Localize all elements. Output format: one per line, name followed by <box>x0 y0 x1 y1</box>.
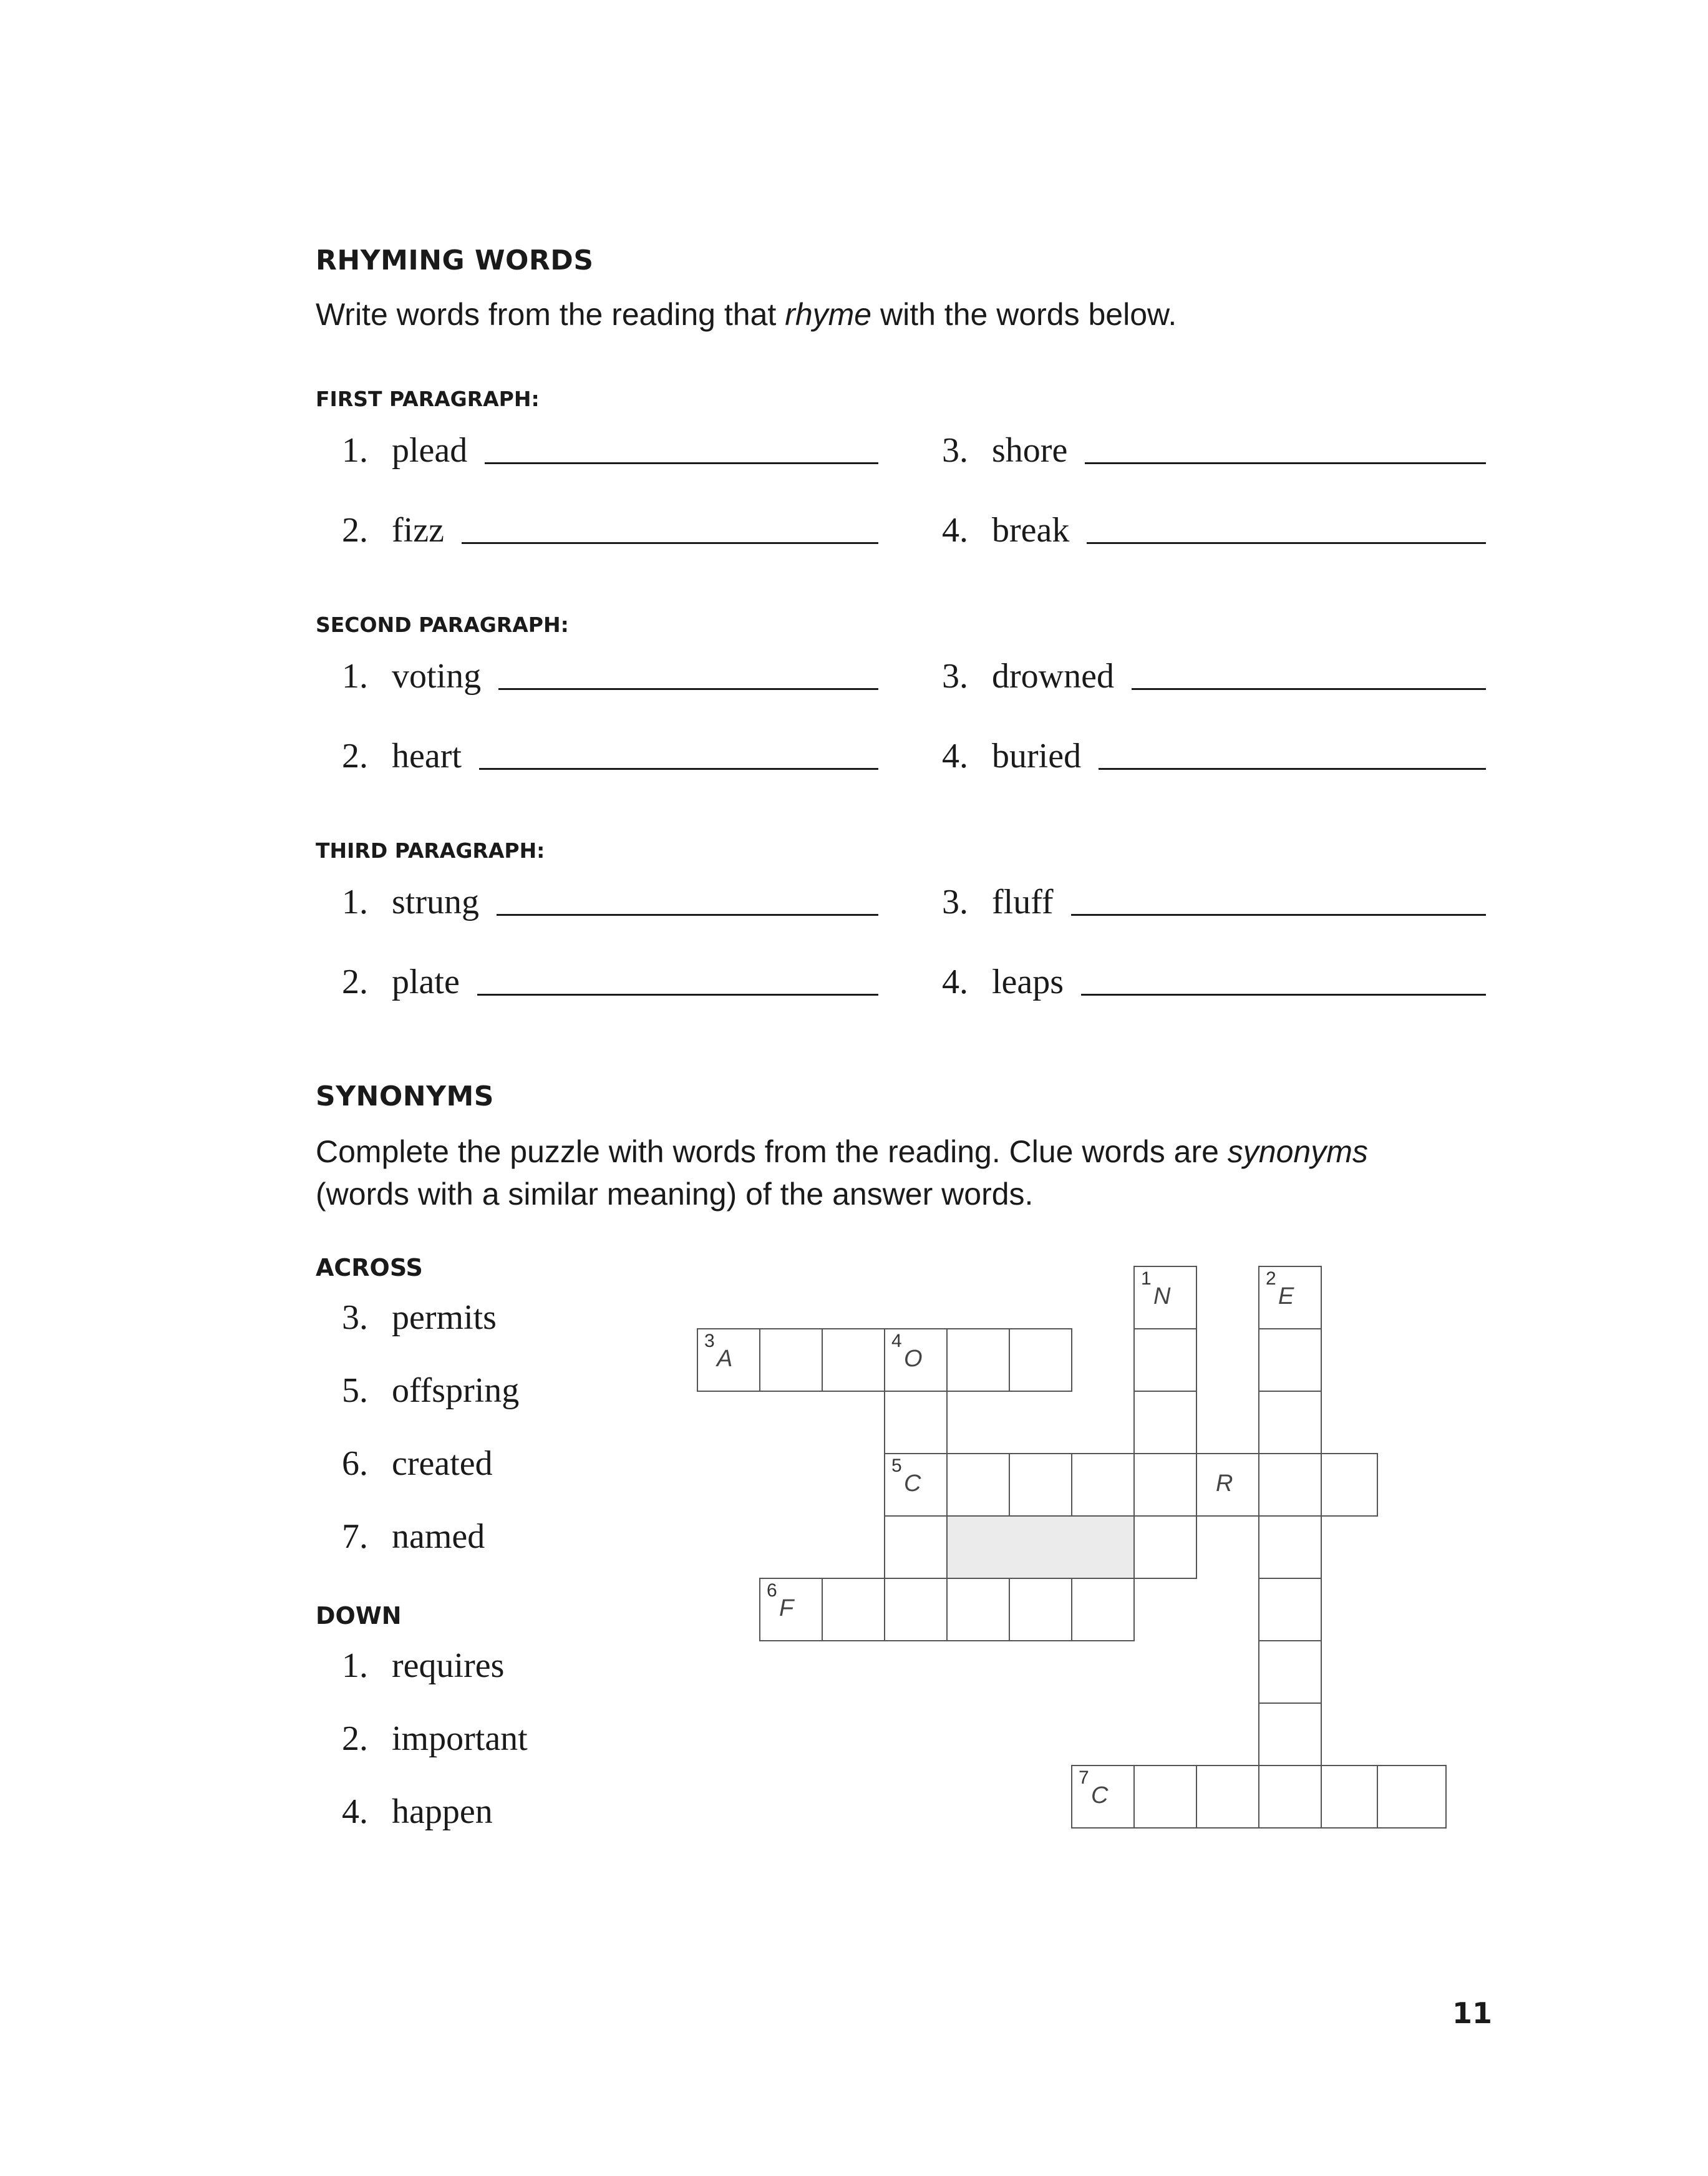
answer-blank[interactable] <box>497 913 878 916</box>
crossword-given-letter: F <box>779 1595 794 1621</box>
across-clue <box>342 1517 485 1557</box>
clue-word: happen <box>392 1792 493 1831</box>
crossword-cell[interactable] <box>946 1578 1010 1641</box>
paragraph-label: SECOND PARAGRAPH: <box>316 613 569 637</box>
crossword-cell[interactable] <box>1196 1453 1259 1517</box>
clue-number: 4. <box>342 1792 368 1831</box>
crossword-given-letter: O <box>904 1346 923 1372</box>
crossword-clue-number: 4 <box>891 1331 902 1351</box>
crossword-clue-number: 5 <box>891 1455 902 1476</box>
crossword-cell[interactable] <box>1377 1765 1447 1829</box>
clue-number: 2. <box>342 1719 368 1758</box>
item-word: fizz <box>392 511 444 550</box>
crossword-shaded-block <box>946 1515 1135 1579</box>
answer-blank[interactable] <box>462 542 878 544</box>
crossword-cell[interactable] <box>1133 1391 1197 1454</box>
crossword-given-letter: N <box>1153 1283 1171 1309</box>
crossword-cell[interactable] <box>946 1453 1010 1517</box>
crossword-cell[interactable] <box>822 1578 885 1641</box>
item-number: 4. <box>942 737 968 775</box>
clue-number: 3. <box>342 1298 368 1337</box>
crossword-cell[interactable] <box>759 1328 823 1392</box>
clue-word: requires <box>392 1646 505 1685</box>
crossword-cell[interactable] <box>1258 1765 1322 1829</box>
answer-blank[interactable] <box>1085 462 1486 464</box>
crossword-cell[interactable] <box>1258 1453 1322 1517</box>
crossword-cell[interactable] <box>1258 1391 1322 1454</box>
crossword-cell[interactable] <box>1009 1578 1072 1641</box>
crossword-given-letter: R <box>1216 1470 1233 1497</box>
item-word: plead <box>392 431 468 470</box>
crossword-given-letter: A <box>717 1346 733 1372</box>
answer-blank[interactable] <box>1087 542 1486 544</box>
crossword-clue-number: 3 <box>704 1331 715 1351</box>
crossword-cell[interactable] <box>1071 1578 1135 1641</box>
synonyms-instruction: Complete the puzzle with words from the reading. Clue words are synonyms (words with a similar meaning) of the answer words. <box>316 1134 1368 1212</box>
crossword-cell[interactable] <box>1009 1453 1072 1517</box>
rhyme-item <box>942 656 1486 700</box>
crossword-cell[interactable] <box>1258 1328 1322 1392</box>
rhyme-item <box>342 882 878 926</box>
across-clue <box>342 1444 493 1484</box>
item-number: 3. <box>942 431 968 470</box>
crossword-cell[interactable] <box>884 1515 948 1579</box>
crossword-cell[interactable] <box>1258 1515 1322 1579</box>
clue-word: named <box>392 1517 485 1556</box>
crossword-cell[interactable] <box>946 1328 1010 1392</box>
crossword-cell[interactable] <box>1133 1453 1197 1517</box>
item-word: buried <box>992 737 1082 775</box>
crossword-cell[interactable] <box>1133 1328 1197 1392</box>
item-number: 3. <box>942 883 968 921</box>
clue-word: created <box>392 1444 493 1483</box>
crossword-cell[interactable] <box>1321 1453 1378 1517</box>
rhyme-item <box>942 882 1486 926</box>
item-word: drowned <box>992 657 1114 696</box>
crossword-cell[interactable] <box>822 1328 885 1392</box>
rhyming-instruction: Write words from the reading that rhyme with the words below. <box>316 297 1177 332</box>
item-number: 3. <box>942 657 968 696</box>
rhyme-item <box>942 510 1486 554</box>
answer-blank[interactable] <box>1081 993 1486 996</box>
crossword-cell[interactable] <box>884 1453 948 1517</box>
rhyme-item <box>342 510 878 554</box>
crossword-cell[interactable] <box>884 1328 948 1392</box>
crossword-cell[interactable] <box>1321 1765 1378 1829</box>
section-title-synonyms: SYNONYMS <box>316 1081 494 1112</box>
item-number: 1. <box>342 431 368 470</box>
item-word: strung <box>392 883 479 921</box>
rhyme-item <box>342 962 878 1006</box>
answer-blank[interactable] <box>1071 913 1487 916</box>
answer-blank[interactable] <box>498 687 878 690</box>
down-clue <box>342 1719 528 1759</box>
crossword-cell[interactable] <box>1258 1266 1322 1329</box>
crossword-cell[interactable] <box>1009 1328 1072 1392</box>
crossword-cell[interactable] <box>1196 1765 1259 1829</box>
page-number: 11 <box>1452 1996 1493 2030</box>
item-number: 2. <box>342 737 368 775</box>
item-word: plate <box>392 963 460 1001</box>
item-word: heart <box>392 737 462 775</box>
clue-number: 5. <box>342 1371 368 1410</box>
crossword-given-letter: E <box>1278 1283 1294 1309</box>
crossword-cell[interactable] <box>884 1578 948 1641</box>
crossword-cell[interactable] <box>1133 1515 1197 1579</box>
down-clue <box>342 1792 493 1832</box>
across-label: ACROSS <box>316 1254 423 1281</box>
down-clue <box>342 1646 504 1686</box>
item-number: 1. <box>342 657 368 696</box>
clue-word: offspring <box>392 1371 520 1410</box>
paragraph-label: THIRD PARAGRAPH: <box>316 838 545 863</box>
clue-number: 7. <box>342 1517 368 1556</box>
rhyme-item <box>942 962 1486 1006</box>
item-word: shore <box>992 431 1068 470</box>
rhyme-item <box>342 656 878 700</box>
clue-word: permits <box>392 1298 497 1337</box>
clue-number: 1. <box>342 1646 368 1685</box>
answer-blank[interactable] <box>1099 767 1486 770</box>
item-number: 2. <box>342 511 368 550</box>
crossword-clue-number: 1 <box>1141 1268 1152 1289</box>
item-number: 1. <box>342 883 368 921</box>
crossword-clue-number: 7 <box>1079 1767 1089 1788</box>
crossword-cell[interactable] <box>1258 1640 1322 1704</box>
crossword-clue-number: 2 <box>1266 1268 1276 1289</box>
crossword-cell[interactable] <box>1133 1765 1197 1829</box>
crossword-cell[interactable] <box>1071 1453 1135 1517</box>
clue-word: important <box>392 1719 528 1758</box>
item-number: 4. <box>942 963 968 1001</box>
across-clue <box>342 1371 519 1411</box>
section-title-rhyming: RHYMING WORDS <box>316 245 594 276</box>
crossword-given-letter: C <box>1091 1782 1109 1809</box>
answer-blank[interactable] <box>485 462 878 464</box>
across-clue <box>342 1298 497 1338</box>
down-label: DOWN <box>316 1602 402 1630</box>
answer-blank[interactable] <box>479 767 878 770</box>
rhyme-item <box>342 736 878 780</box>
item-number: 4. <box>942 511 968 550</box>
paragraph-label: FIRST PARAGRAPH: <box>316 387 540 411</box>
crossword-cell[interactable] <box>759 1578 823 1641</box>
crossword-cell[interactable] <box>1071 1765 1135 1829</box>
rhyme-item <box>942 736 1486 780</box>
crossword-given-letter: C <box>904 1470 921 1497</box>
crossword-cell[interactable] <box>1258 1702 1322 1766</box>
crossword-cell[interactable] <box>1133 1266 1197 1329</box>
item-number: 2. <box>342 963 368 1001</box>
answer-blank[interactable] <box>1132 687 1486 690</box>
answer-blank[interactable] <box>477 993 878 996</box>
item-word: leaps <box>992 963 1064 1001</box>
item-word: break <box>992 511 1070 550</box>
crossword-cell[interactable] <box>697 1328 760 1392</box>
item-word: fluff <box>992 883 1054 921</box>
crossword-cell[interactable] <box>1258 1578 1322 1641</box>
rhyme-item <box>342 430 878 474</box>
crossword-clue-number: 6 <box>767 1580 777 1601</box>
crossword-cell[interactable] <box>884 1391 948 1454</box>
rhyme-item <box>942 430 1486 474</box>
clue-number: 6. <box>342 1444 368 1483</box>
item-word: voting <box>392 657 482 696</box>
